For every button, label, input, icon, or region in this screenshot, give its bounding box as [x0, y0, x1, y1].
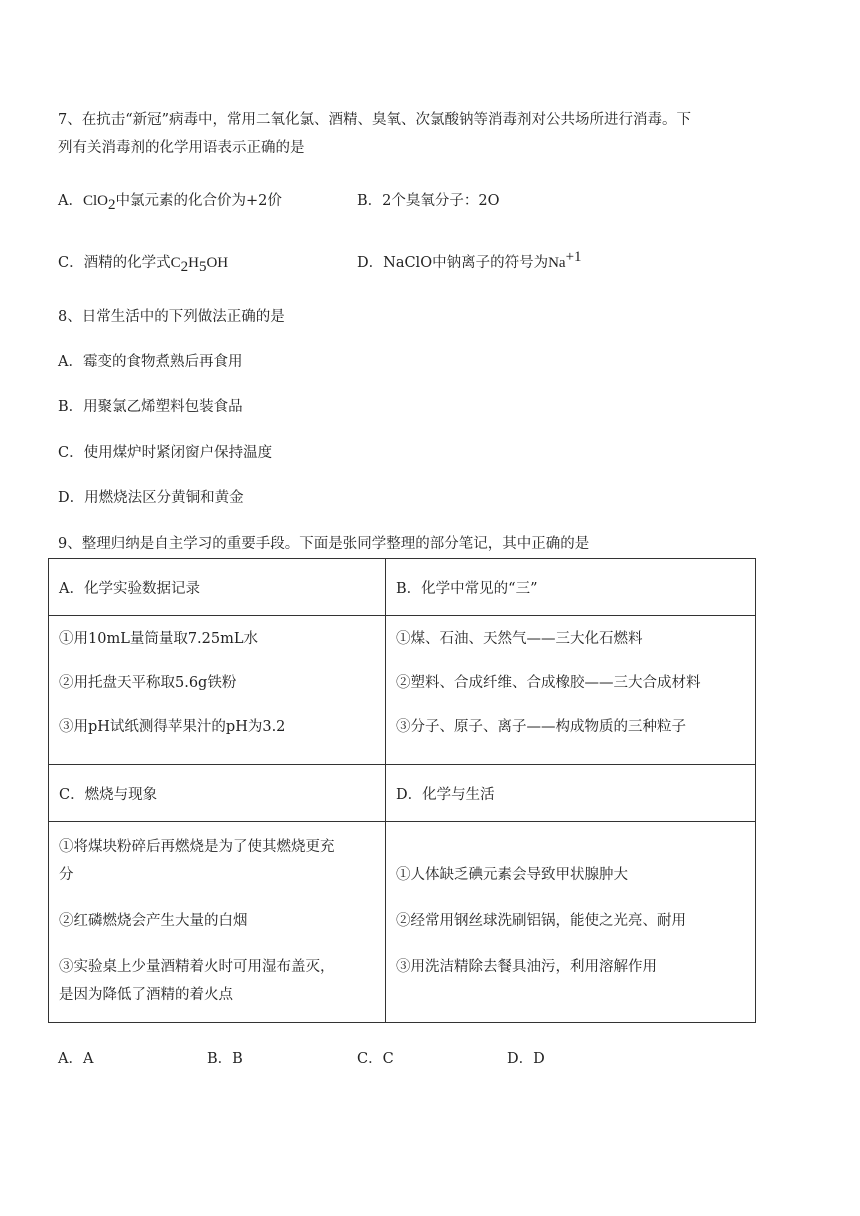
d-item-1: ①人体缺乏碘元素会导致甲状腺肿大 — [396, 867, 628, 883]
q9-answer-c: C．C — [357, 1051, 394, 1067]
q7-stem-line2: 列有关消毒剂的化学用语表示正确的是 — [58, 140, 305, 156]
d-item-2: ②经常用钢丝球洗刷铝锅，能使之光亮、耐用 — [396, 913, 686, 929]
q7-option-c: C．酒精的化学式$C_2H_5OH$ — [58, 255, 229, 275]
q8-option-d: D．用燃烧法区分黄铜和黄金 — [58, 490, 244, 506]
q9-stem: 9、整理归纳是自主学习的重要手段。下面是张同学整理的部分笔记，其中正确的是 — [58, 536, 590, 552]
c-item-3a: ③实验桌上少量酒精着火时可用湿布盖灭， — [59, 959, 335, 975]
cell-d-items — [386, 822, 756, 1023]
cell-a-items — [49, 616, 386, 765]
q9-answer-a: A．A — [58, 1051, 94, 1067]
cell-d-title: D．化学与生活 — [386, 765, 756, 822]
q8-option-c: C．使用煤炉时紧闭窗户保持温度 — [58, 445, 273, 461]
b-item-1: ①煤、石油、天然气——三大化石燃料 — [396, 631, 643, 647]
q9-answer-b: B．B — [207, 1051, 243, 1067]
q7-option-b: B．2个臭氧分子：2O — [357, 193, 500, 209]
cell-b-items — [386, 616, 756, 765]
cell-b-title: B．化学中常见的“三” — [386, 559, 756, 616]
b-item-3: ③分子、原子、离子——构成物质的三种粒子 — [396, 719, 686, 735]
q7-stem-line1: 7、在抗击“新冠”病毒中，常用二氧化氯、酒精、臭氧、次氯酸钠等消毒剂对公共场所进行消毒。下 — [58, 112, 692, 128]
a-item-2: ②用托盘天平称取5.6g铁粉 — [59, 675, 237, 691]
q9-notes-table — [48, 558, 756, 1023]
a-item-1: ①用10mL量筒量取7.25mL水 — [59, 631, 258, 647]
q8-stem: 8、日常生活中的下列做法正确的是 — [58, 309, 285, 325]
cell-c-title: C．燃烧与现象 — [49, 765, 386, 822]
c-item-3b: 是因为降低了酒精的着火点 — [59, 987, 233, 1003]
q7-option-d: D．NaClO中钠离子的符号为$Na^{+1}$ — [357, 249, 582, 271]
d-item-3: ③用洗洁精除去餐具油污，利用溶解作用 — [396, 959, 657, 975]
q7-option-a: A．ClO$_2$中氯元素的化合价为+2价 — [58, 193, 282, 213]
c-item-1a: ①将煤块粉碎后再燃烧是为了使其燃烧更充 — [59, 839, 335, 855]
cell-c-items — [49, 822, 386, 1023]
cell-a-title: A．化学实验数据记录 — [49, 559, 386, 616]
a-item-3: ③用pH试纸测得苹果汁的pH为3.2 — [59, 719, 286, 735]
b-item-2: ②塑料、合成纤维、合成橡胶——三大合成材料 — [396, 675, 701, 691]
c-item-1b: 分 — [59, 867, 74, 883]
c-item-2: ②红磷燃烧会产生大量的白烟 — [59, 913, 248, 929]
q8-option-b: B．用聚氯乙烯塑料包装食品 — [58, 399, 243, 415]
q9-answer-d: D．D — [507, 1051, 545, 1067]
q8-option-a: A．霉变的食物煮熟后再食用 — [58, 354, 243, 370]
